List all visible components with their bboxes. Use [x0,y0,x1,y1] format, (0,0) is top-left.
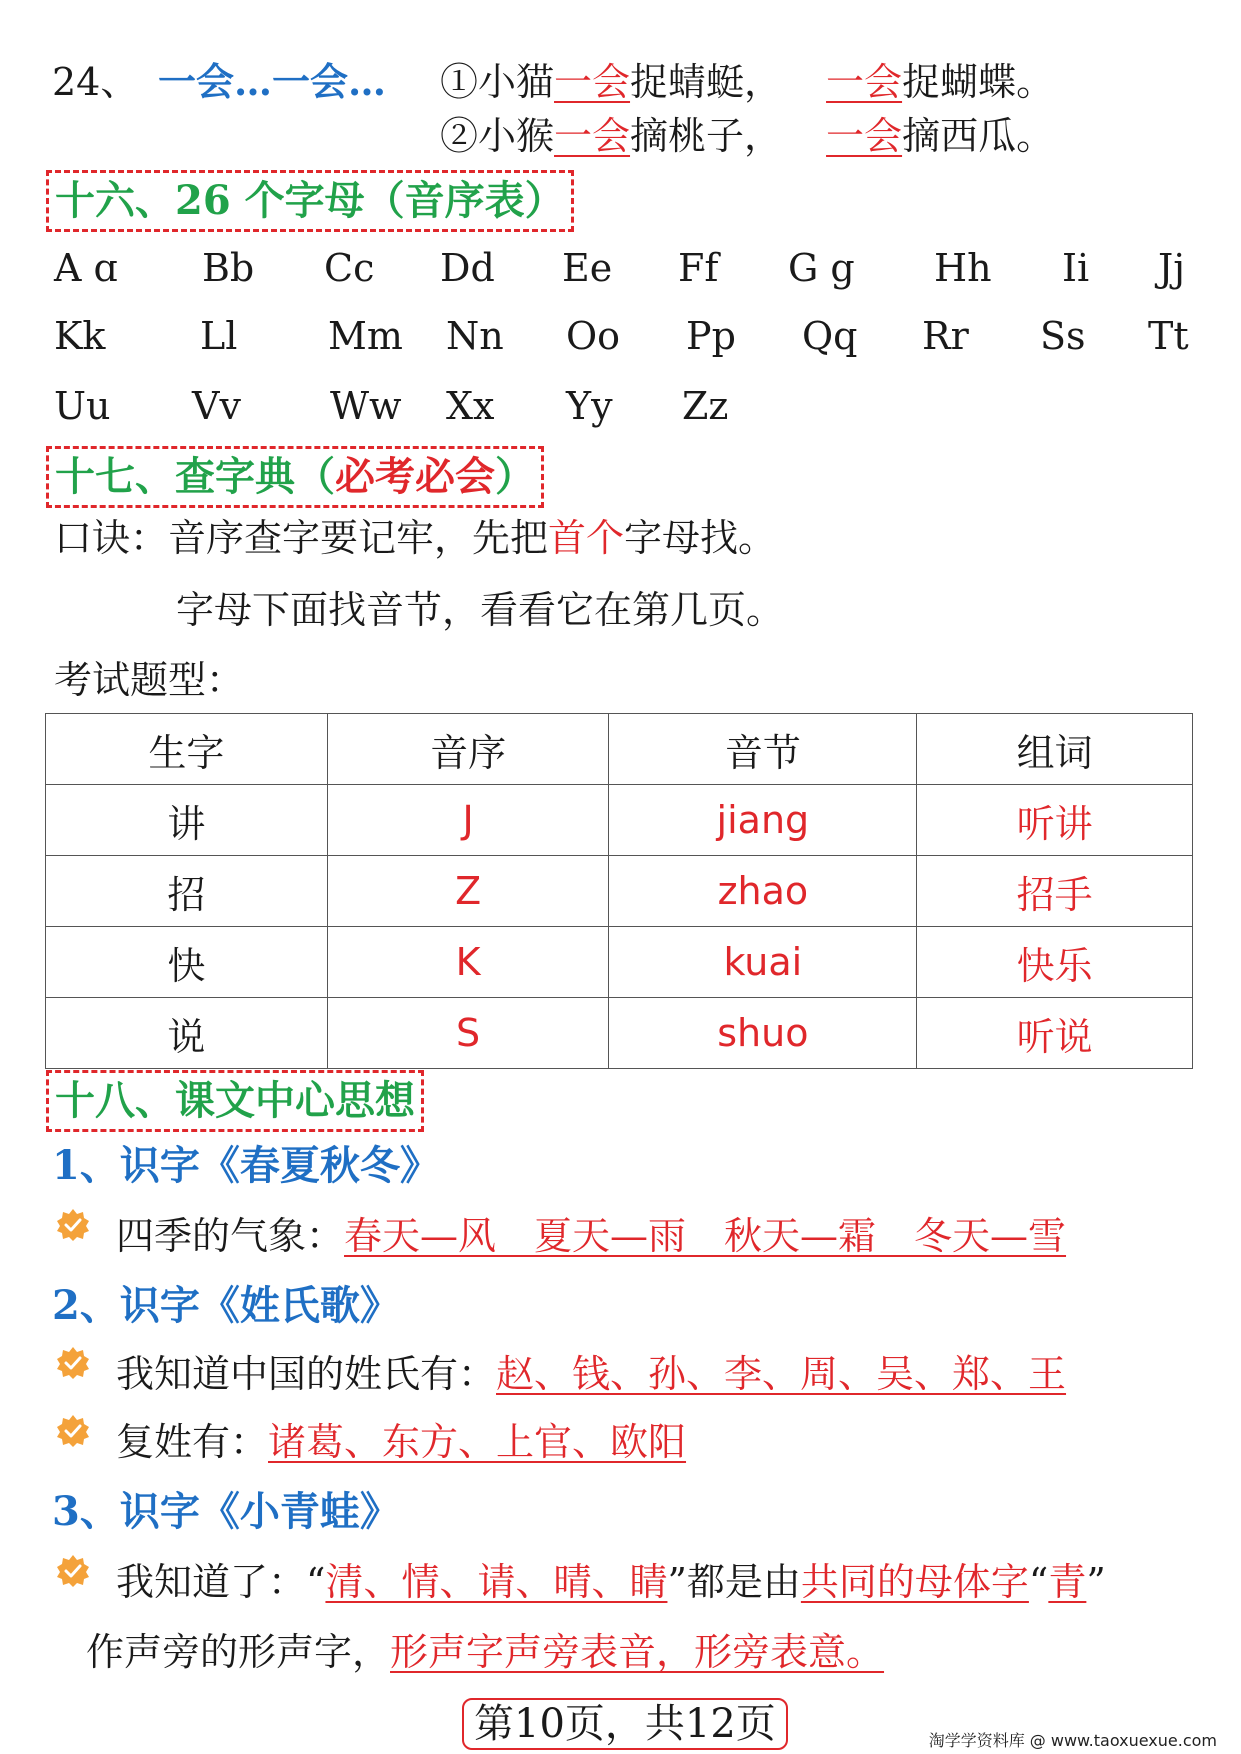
lesson-3-bullet-line-2 [86,1628,884,1676]
item24-number: 24、 [52,60,139,104]
table-row [46,927,1193,998]
lesson-3-line2-text: 作声旁的形声字， [86,1630,391,1674]
letter: Yy [566,384,613,428]
letter: Kk [54,314,106,358]
ex1-action-1: 捉蜻蜓， [630,60,783,104]
verse-line-2: 字母下面找音节，看看它在第几页。 [176,588,785,632]
letter: Ii [1062,246,1090,290]
letter: Ee [562,246,613,290]
ex2-action-2: 摘西瓜。 [902,114,1055,158]
check-badge-icon [56,1346,90,1380]
table-cell-initial: Z [327,856,609,927]
check-badge-icon [56,1554,90,1588]
table-header: 组词 [917,714,1193,785]
lesson-2-label-1: 我知道中国的姓氏有： [116,1352,497,1396]
lesson-2-answer-1: 赵、钱、孙、李、周、吴、郑、王 [496,1352,1067,1396]
letter: Xx [446,384,495,428]
ex1-action-2: 捉蝴蝶。 [902,60,1055,104]
section17-title: 十七、查字典（ [55,453,335,500]
table-cell-word: 快乐 [917,927,1193,998]
letter: Uu [54,384,111,428]
exam-type-label: 考试题型： [54,658,245,702]
table-header: 生字 [46,714,328,785]
table-cell-initial: K [327,927,609,998]
letter: A ɑ [54,246,118,290]
table-cell-initial: S [327,998,609,1069]
item24-pattern: 一会…一会… [158,59,387,104]
letter: Tt [1148,314,1189,358]
ex2-word-2: 一会 [826,114,903,158]
letter: G g [788,246,855,290]
letter: Pp [686,314,736,358]
page-number: 第10页，共12页 [462,1698,788,1750]
lesson-3-base-phrase: 共同的母体字 [800,1560,1029,1604]
ex2-word-1: 一会 [554,114,631,158]
table-cell-word: 听说 [917,998,1193,1069]
lesson-2-answer-2: 诸葛、东方、上官、欧阳 [268,1420,687,1464]
section18-heading: 十八、课文中心思想 [46,1070,424,1132]
lesson-1-answer: 春天—风 夏天—雨 秋天—霜 冬天—雪 [344,1214,1067,1258]
lesson-3-text-a: 我知道了：“ [116,1560,326,1604]
table-cell-syllable: jiang [609,785,917,856]
lesson-1-title: 1、识字《春夏秋冬》 [52,1142,440,1189]
letter: Bb [202,246,255,290]
lesson-2-bullet-1 [116,1350,1066,1398]
item24-example-2 [440,112,1054,160]
table-cell-syllable: kuai [609,927,917,998]
letter: Ll [200,314,238,358]
ex1-subject: ①小猫 [440,60,555,104]
letter: Ww [330,384,402,428]
lesson-2-title: 2、识字《姓氏歌》 [52,1282,400,1329]
lesson-2-bullet-2 [116,1418,686,1466]
section17-emphasis: 必考必会 [335,453,495,500]
lesson-3-characters: 清、情、请、晴、睛 [325,1560,668,1604]
letter: Ss [1040,314,1086,358]
letter: Qq [802,314,858,358]
check-badge-icon [56,1208,90,1242]
lesson-3-line2-answer: 形声字声旁表音，形旁表意。 [390,1630,885,1674]
item24-example-1 [440,58,1054,106]
verse-1-emphasis: 首个 [548,516,625,560]
letter: Nn [446,314,504,358]
table-row [46,998,1193,1069]
section16-heading: 十六、26 个字母（音序表） [46,170,574,232]
verse-line-1 [54,514,776,562]
verse-1-end: 字母找。 [624,516,777,560]
lesson-3-title: 3、识字《小青蛙》 [52,1488,400,1535]
section17-title-end: ） [495,453,535,500]
table-cell-initial: J [327,785,609,856]
lesson-1-label: 四季的气象： [116,1214,345,1258]
table-header: 音节 [609,714,917,785]
table-cell-word: 招手 [917,856,1193,927]
table-cell-syllable: zhao [609,856,917,927]
lesson-3-quote-close: ” [1086,1560,1106,1604]
lesson-1-bullet [116,1212,1066,1260]
ex1-word-2: 一会 [826,60,903,104]
ex1-word-1: 一会 [554,60,631,104]
letter: Vv [192,384,241,428]
table-cell-character: 讲 [46,785,328,856]
letter: Oo [566,314,621,358]
lesson-2-label-2: 复姓有： [116,1420,269,1464]
section17-heading [46,446,544,508]
table-row [46,785,1193,856]
lookup-table [45,713,1193,1069]
lesson-3-base-char: 青 [1048,1560,1087,1604]
letter: Zz [682,384,729,428]
letter: Jj [1158,246,1186,290]
table-cell-character: 快 [46,927,328,998]
letter: Mm [328,314,403,358]
letter: Ff [678,246,719,290]
table-row [46,856,1193,927]
letter: Rr [922,314,969,358]
footer-watermark: 淘学学资料库 @ www.taoxuexue.com [928,1731,1217,1750]
lesson-3-quote-open: “ [1028,1560,1049,1604]
letter: Cc [324,246,375,290]
table-header: 音序 [327,714,609,785]
lesson-3-text-c: ”都是由 [667,1560,801,1604]
table-header-row [46,714,1193,785]
lesson-3-bullet-line-1 [116,1558,1106,1606]
verse-1-text: 口诀：音序查字要记牢，先把 [54,516,549,560]
letter: Dd [440,246,495,290]
table-cell-character: 说 [46,998,328,1069]
table-cell-word: 听讲 [917,785,1193,856]
ex2-action-1: 摘桃子， [630,114,783,158]
table-cell-character: 招 [46,856,328,927]
table-cell-syllable: shuo [609,998,917,1069]
check-badge-icon [56,1414,90,1448]
letter: Hh [934,246,992,290]
ex2-subject: ②小猴 [440,114,555,158]
